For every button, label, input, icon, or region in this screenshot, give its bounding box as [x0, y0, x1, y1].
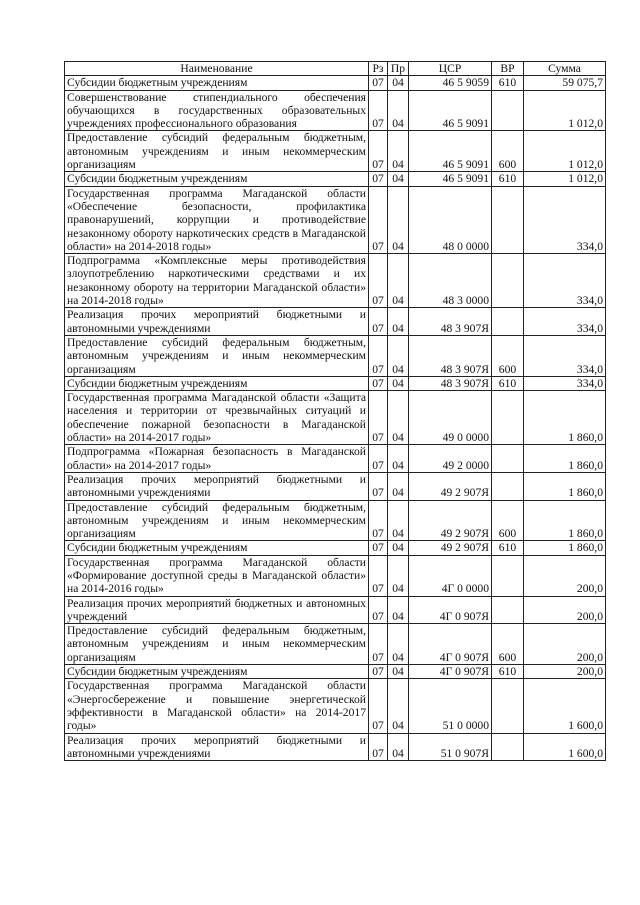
header-csr: ЦСР [409, 62, 492, 76]
cell-pr: 04 [388, 254, 409, 308]
cell-pr: 04 [388, 679, 409, 733]
cell-csr: 51 0 907Я [409, 733, 492, 761]
cell-pr: 04 [388, 76, 409, 90]
cell-name: Подпрограмма «Пожарная безопасность в Магаданской области» на 2014-2017 годы» [65, 445, 369, 473]
cell-sum: 334,0 [524, 254, 606, 308]
cell-csr: 49 2 0000 [409, 445, 492, 473]
cell-name: Подпрограмма «Комплексные меры противодействия злоупотреблению наркотическими средствами и их незаконному обороту на территории Магаданской области» на 2014-2018 годы» [65, 254, 369, 308]
header-rz: Рз [369, 62, 388, 76]
table-row [65, 555, 606, 596]
cell-rz: 07 [369, 391, 388, 445]
table-row [65, 76, 606, 90]
cell-vr: 600 [492, 335, 524, 376]
cell-vr: 610 [492, 665, 524, 679]
cell-rz: 07 [369, 308, 388, 336]
table-row [65, 596, 606, 624]
cell-csr: 46 5 9059 [409, 76, 492, 90]
cell-name: Субсидии бюджетным учреждениям [65, 172, 369, 186]
cell-sum: 59 075,7 [524, 76, 606, 90]
cell-vr: 600 [492, 500, 524, 541]
cell-vr [492, 254, 524, 308]
cell-vr [492, 472, 524, 500]
cell-rz: 07 [369, 335, 388, 376]
cell-vr [492, 555, 524, 596]
cell-pr: 04 [388, 500, 409, 541]
cell-rz: 07 [369, 665, 388, 679]
cell-pr: 04 [388, 541, 409, 555]
cell-name: Предоставление субсидий федеральным бюджетным, автономным учреждениям и иным некоммерческим организациям [65, 500, 369, 541]
header-pr: Пр [388, 62, 409, 76]
cell-vr: 610 [492, 76, 524, 90]
cell-csr: 48 3 907Я [409, 308, 492, 336]
cell-pr: 04 [388, 186, 409, 253]
cell-sum: 334,0 [524, 308, 606, 336]
cell-pr: 04 [388, 665, 409, 679]
cell-sum: 200,0 [524, 596, 606, 624]
cell-rz: 07 [369, 172, 388, 186]
cell-name: Государственная программа Магаданской области «Энергосбережение и повышение энергетической эффективности в Магаданской области» на 2014-2017 годы» [65, 679, 369, 733]
table-row [65, 335, 606, 376]
cell-sum: 1 860,0 [524, 391, 606, 445]
cell-csr: 4Г 0 907Я [409, 665, 492, 679]
cell-name: Предоставление субсидий федеральным бюджетным, автономным учреждениям и иным некоммерческим организациям [65, 624, 369, 665]
cell-sum: 1 860,0 [524, 472, 606, 500]
cell-vr [492, 308, 524, 336]
cell-csr: 49 2 907Я [409, 541, 492, 555]
cell-pr: 04 [388, 131, 409, 172]
cell-rz: 07 [369, 733, 388, 761]
cell-pr: 04 [388, 555, 409, 596]
cell-name: Предоставление субсидий федеральным бюджетным, автономным учреждениям и иным некоммерческим организациям [65, 335, 369, 376]
cell-rz: 07 [369, 376, 388, 390]
table-row [65, 308, 606, 336]
cell-vr: 610 [492, 541, 524, 555]
cell-name: Реализация прочих мероприятий бюджетными и автономными учреждениями [65, 308, 369, 336]
cell-name: Субсидии бюджетным учреждениям [65, 541, 369, 555]
cell-pr: 04 [388, 624, 409, 665]
table-row [65, 445, 606, 473]
header-sum: Сумма [524, 62, 606, 76]
cell-vr: 610 [492, 172, 524, 186]
cell-rz: 07 [369, 445, 388, 473]
header-row [65, 62, 606, 76]
cell-rz: 07 [369, 76, 388, 90]
cell-sum: 1 600,0 [524, 679, 606, 733]
cell-name: Субсидии бюджетным учреждениям [65, 376, 369, 390]
cell-sum: 1 860,0 [524, 445, 606, 473]
cell-rz: 07 [369, 186, 388, 253]
cell-sum: 334,0 [524, 335, 606, 376]
cell-csr: 49 2 907Я [409, 500, 492, 541]
cell-name: Субсидии бюджетным учреждениям [65, 76, 369, 90]
cell-csr: 46 5 9091 [409, 172, 492, 186]
cell-pr: 04 [388, 335, 409, 376]
cell-csr: 49 2 907Я [409, 472, 492, 500]
cell-sum: 200,0 [524, 555, 606, 596]
cell-rz: 07 [369, 624, 388, 665]
table-header [65, 62, 606, 76]
cell-rz: 07 [369, 596, 388, 624]
cell-csr: 4Г 0 907Я [409, 596, 492, 624]
cell-sum: 200,0 [524, 665, 606, 679]
cell-name: Государственная программа Магаданской области «Защита населения и территории от чрезвычайных ситуаций и обеспечение пожарной безопасности в Магаданской области» на 2014-2017 годы» [65, 391, 369, 445]
cell-pr: 04 [388, 90, 409, 131]
cell-name: Совершенствование стипендиального обеспечения обучающихся в государственных образовательных учреждениях профессионального образования [65, 90, 369, 131]
cell-vr [492, 596, 524, 624]
table-row [65, 186, 606, 253]
cell-pr: 04 [388, 445, 409, 473]
cell-name: Субсидии бюджетным учреждениям [65, 665, 369, 679]
cell-rz: 07 [369, 555, 388, 596]
cell-name: Предоставление субсидий федеральным бюджетным, автономным учреждениям и иным некоммерческим организациям [65, 131, 369, 172]
cell-sum: 200,0 [524, 624, 606, 665]
table-row [65, 391, 606, 445]
cell-name: Реализация прочих мероприятий бюджетных и автономных учреждений [65, 596, 369, 624]
cell-rz: 07 [369, 254, 388, 308]
cell-vr: 600 [492, 131, 524, 172]
table-row [65, 665, 606, 679]
table-row [65, 624, 606, 665]
cell-name: Государственная программа Магаданской области «Формирование доступной среды в Магаданской области» на 2014-2016 годы» [65, 555, 369, 596]
cell-pr: 04 [388, 172, 409, 186]
cell-pr: 04 [388, 391, 409, 445]
table-row [65, 472, 606, 500]
cell-vr [492, 90, 524, 131]
cell-pr: 04 [388, 733, 409, 761]
cell-rz: 07 [369, 500, 388, 541]
cell-name: Реализация прочих мероприятий бюджетными и автономными учреждениями [65, 472, 369, 500]
cell-sum: 1 012,0 [524, 131, 606, 172]
cell-csr: 49 0 0000 [409, 391, 492, 445]
cell-vr: 610 [492, 376, 524, 390]
cell-vr [492, 186, 524, 253]
budget-table [64, 61, 606, 761]
cell-csr: 48 0 0000 [409, 186, 492, 253]
table-row [65, 376, 606, 390]
cell-rz: 07 [369, 541, 388, 555]
cell-csr: 48 3 0000 [409, 254, 492, 308]
cell-vr [492, 733, 524, 761]
cell-vr [492, 391, 524, 445]
cell-pr: 04 [388, 472, 409, 500]
cell-name: Реализация прочих мероприятий бюджетными и автономными учреждениями [65, 733, 369, 761]
cell-pr: 04 [388, 376, 409, 390]
table-row [65, 131, 606, 172]
table-body [65, 76, 606, 761]
cell-csr: 4Г 0 0000 [409, 555, 492, 596]
cell-sum: 334,0 [524, 376, 606, 390]
cell-csr: 51 0 0000 [409, 679, 492, 733]
table-row [65, 541, 606, 555]
cell-vr [492, 445, 524, 473]
table-row [65, 90, 606, 131]
cell-rz: 07 [369, 472, 388, 500]
cell-rz: 07 [369, 90, 388, 131]
cell-csr: 48 3 907Я [409, 335, 492, 376]
cell-csr: 4Г 0 907Я [409, 624, 492, 665]
cell-sum: 334,0 [524, 186, 606, 253]
cell-sum: 1 012,0 [524, 172, 606, 186]
cell-csr: 46 5 9091 [409, 131, 492, 172]
cell-pr: 04 [388, 596, 409, 624]
cell-rz: 07 [369, 679, 388, 733]
cell-vr [492, 679, 524, 733]
cell-csr: 48 3 907Я [409, 376, 492, 390]
cell-name: Государственная программа Магаданской области «Обеспечение безопасности, профилактика правонарушений, коррупции и противодействие незаконному обороту наркотических средств в Магаданской области» на 2014-2018 годы» [65, 186, 369, 253]
table-row [65, 172, 606, 186]
table-row [65, 254, 606, 308]
table-row [65, 679, 606, 733]
cell-vr: 600 [492, 624, 524, 665]
header-vr: ВР [492, 62, 524, 76]
cell-sum: 1 860,0 [524, 500, 606, 541]
cell-pr: 04 [388, 308, 409, 336]
table-row [65, 733, 606, 761]
cell-sum: 1 600,0 [524, 733, 606, 761]
table-row [65, 500, 606, 541]
header-name: Наименование [65, 62, 369, 76]
cell-csr: 46 5 9091 [409, 90, 492, 131]
cell-sum: 1 860,0 [524, 541, 606, 555]
cell-rz: 07 [369, 131, 388, 172]
cell-sum: 1 012,0 [524, 90, 606, 131]
